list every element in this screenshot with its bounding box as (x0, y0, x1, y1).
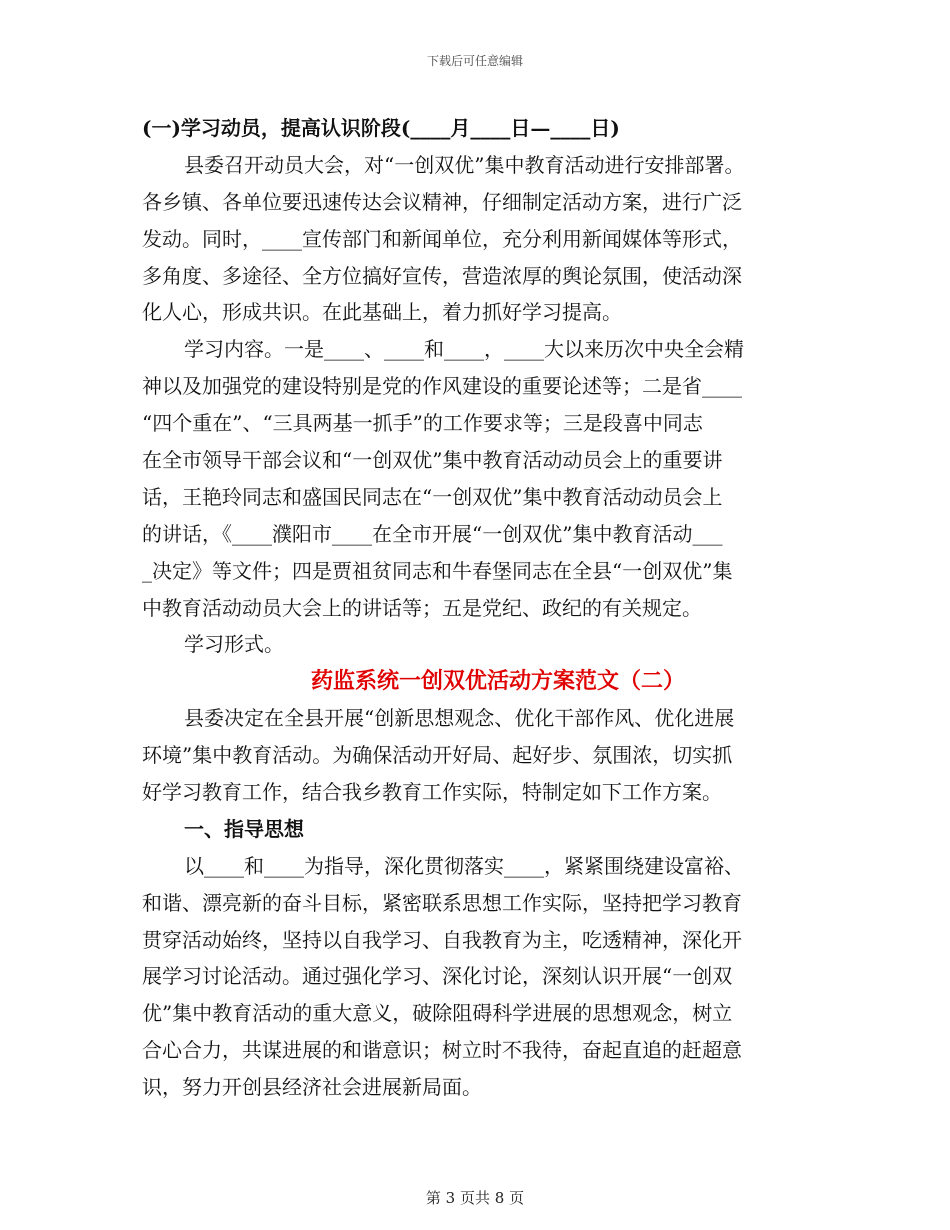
paragraph-line: 在全市领导干部会议和“一创双优”集中教育活动动员会上的重要讲 (142, 448, 723, 473)
paragraph-line: 多角度、多途径、全方位搞好宣传，营造浓厚的舆论氛围，使活动深 (142, 263, 742, 288)
paragraph-line: “四个重在”、“三具两基一抓手”的工作要求等；三是段喜中同志 (142, 411, 703, 436)
section-heading: (一)学习动员，提高认识阶段(____月____日—____日) (142, 116, 620, 140)
paragraph-line: 识，努力开创县经济社会进展新局面。 (142, 1075, 482, 1100)
paragraph-line: 化人心，形成共识。在此基础上，着力抓好学习提高。 (142, 300, 622, 325)
paragraph-line: 学习内容。一是____、____和____，____大以来历次中央全会精 (184, 337, 744, 362)
paragraph-line: 县委召开动员大会，对“一创双优”集中教育活动进行安排部署。 (184, 152, 745, 177)
section-heading: 一、指导思想 (184, 816, 304, 841)
paragraph-line: _决定》等文件；四是贾祖贫同志和牛春堡同志在全县“一创双优”集 (142, 558, 733, 583)
paragraph-line: 神以及加强党的建设特别是党的作风建设的重要论述等；二是省____ (142, 374, 742, 399)
paragraph-line: 中教育活动动员大会上的讲话等；五是党纪、政纪的有关规定。 (142, 595, 702, 620)
document-title: 药监系统一创双优活动方案范文（二） (310, 668, 685, 695)
paragraph-line: 合心合力，共谋进展的和谐意识；树立时不我待，奋起直追的赶超意 (142, 1038, 742, 1063)
paragraph-line: 发动。同时，____宣传部门和新闻单位，充分利用新闻媒体等形式， (142, 226, 742, 251)
paragraph-line: 的讲话，《____濮阳市____在全市开展“一创双优”集中教育活动___ (142, 521, 723, 546)
paragraph-line: 和谐、漂亮新的奋斗目标，紧密联系思想工作实际，坚持把学习教育 (142, 890, 742, 915)
page-header: 下载后可任意编辑 (426, 54, 523, 68)
paragraph-line: 学习形式。 (184, 632, 284, 657)
page-footer: 第 3 页共 8 页 (425, 1189, 525, 1207)
paragraph-line: 贯穿活动始终，坚持以自我学习、自我教育为主，吃透精神，深化开 (142, 927, 742, 952)
paragraph-line: 好学习教育工作，结合我乡教育工作实际，特制定如下工作方案。 (142, 780, 722, 805)
paragraph-line: 展学习讨论活动。通过强化学习、深化讨论，深刻认识开展“一创双 (142, 964, 733, 989)
document-body (142, 110, 814, 1106)
paragraph-line: 话，王艳玲同志和盛国民同志在“一创双优”集中教育活动动员会上 (142, 484, 723, 509)
paragraph-line: 县委决定在全县开展“创新思想观念、优化干部作风、优化进展 (184, 706, 735, 731)
paragraph-line: 环境”集中教育活动。为确保活动开好局、起好步、氛围浓，切实抓 (142, 743, 733, 768)
paragraph-line: 各乡镇、各单位要迅速传达会议精神，仔细制定活动方案，进行广泛 (142, 189, 742, 214)
paragraph-line: 以____和____为指导，深化贯彻落实____，紧紧围绕建设富裕、 (184, 853, 744, 878)
paragraph-line: 优”集中教育活动的重大意义，破除阻碍科学进展的思想观念，树立 (142, 1001, 733, 1026)
